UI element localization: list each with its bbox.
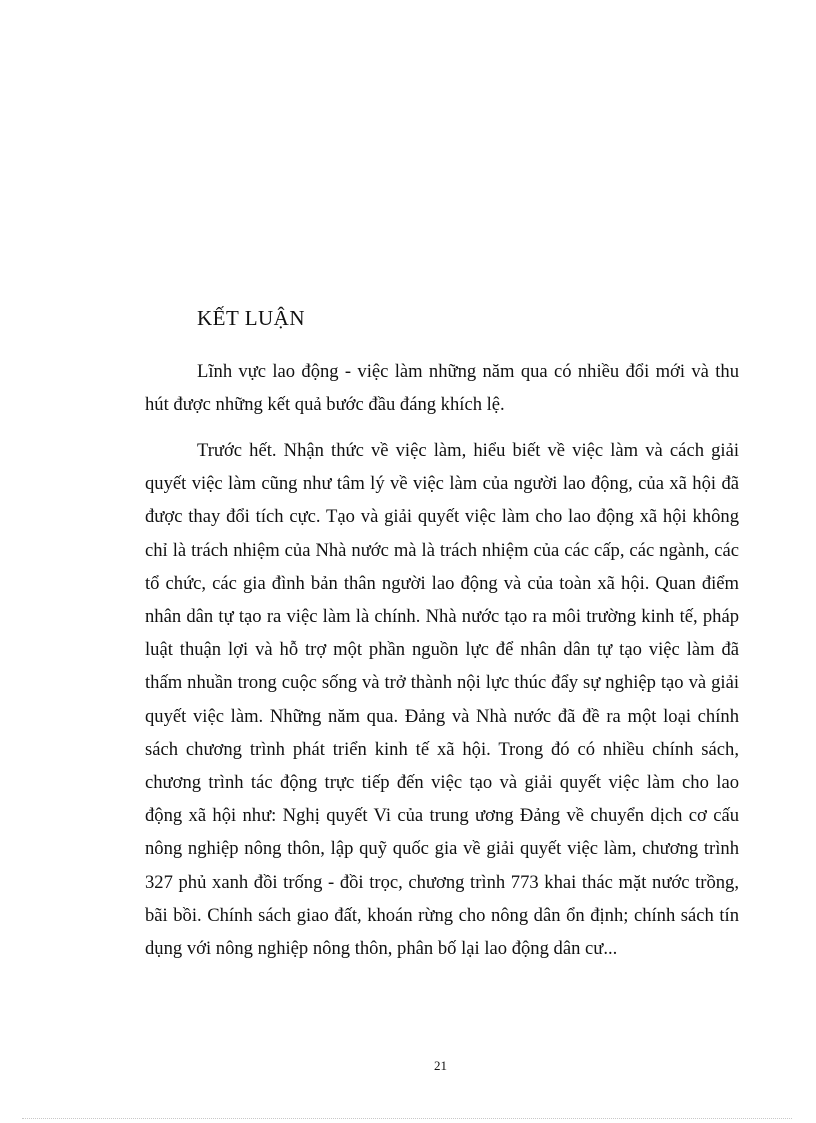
section-heading: KẾT LUẬN — [197, 306, 306, 330]
page-bottom-divider — [22, 1118, 792, 1119]
paragraph-main: Trước hết. Nhận thức về việc làm, hiểu biết về việc làm và cách giải quyết việc làm cũng như tâm lý về việc làm của người lao động, của xã hội đã được thay đổi tích cực. Tạo và giải quyết việc làm cho lao động xã hội không chỉ là trách nhiệm của Nhà nước mà là trách nhiệm của các cấp, các ngành, các tổ chức, các gia đình bản thân người lao động và của toàn xã hội. Quan điểm nhân dân tự tạo ra việc làm là chính. Nhà nước tạo ra môi trường kinh tế, pháp luật thuận lợi và hỗ trợ một phần nguồn lực để nhân dân tự tạo việc làm đã thấm nhuần trong cuộc sống và trở thành nội lực thúc đẩy sự nghiệp tạo và giải quyết việc làm. Những năm qua. Đảng và Nhà nước đã đề ra một loại chính sách chương trình phát triển kinh tế xã hội. Trong đó có nhiều chính sách, chương trình tác động trực tiếp đến việc tạo và giải quyết việc làm cho lao động xã hội như: Nghị quyết Vi của trung ương Đảng về chuyển dịch cơ cấu nông nghiệp nông thôn, lập quỹ quốc gia về giải quyết việc làm, chương trình 327 phủ xanh đồi trống - đồi trọc, chương trình 773 khai thác mặt nước trồng, bãi bồi. Chính sách giao đất, khoán rừng cho nông dân ổn định; chính sách tín dụng với nông nghiệp nông thôn, phân bố lại lao động dân cư... — [145, 440, 739, 960]
page-number: 21 — [434, 1058, 447, 1073]
paragraph-intro: Lĩnh vực lao động - việc làm những năm qua có nhiều đổi mới và thu hút được những kết quả bước đầu đáng khích lệ. — [145, 361, 739, 416]
